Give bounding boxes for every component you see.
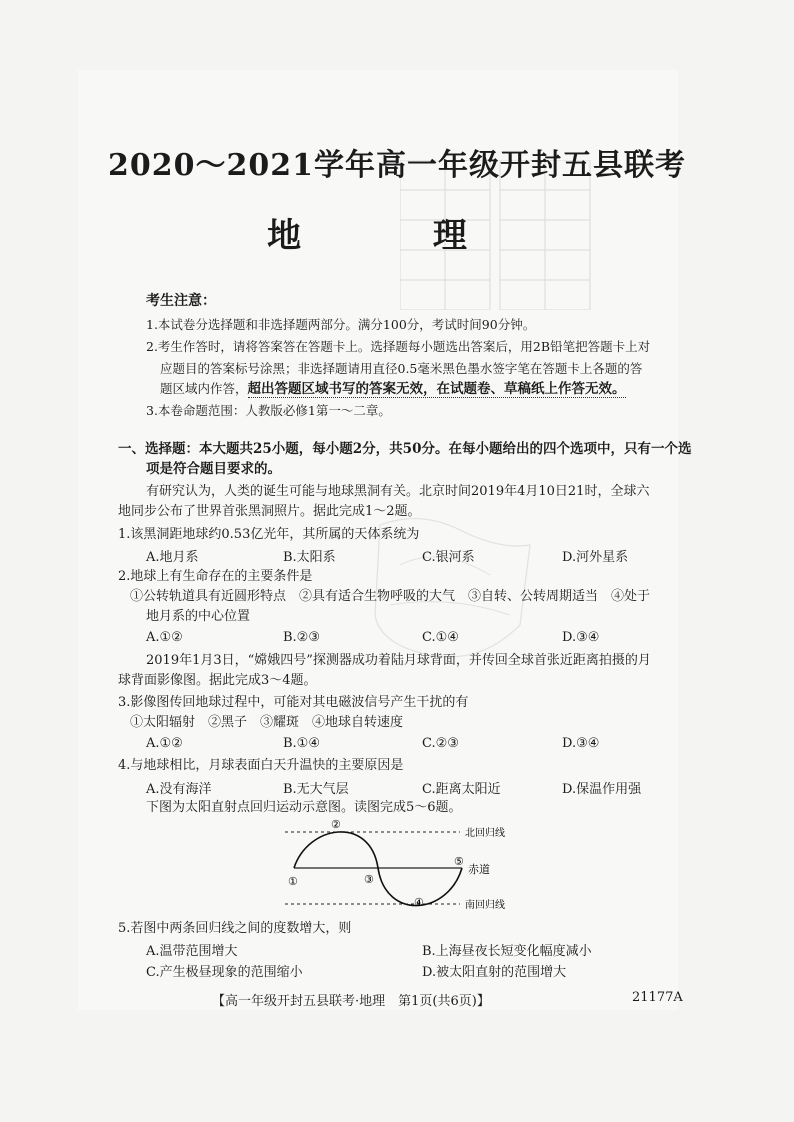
q2-option-c[interactable]: C.①④ [422, 630, 459, 645]
exam-title: 2020～2021学年高一年级开封五县联考 [108, 148, 686, 183]
q5-option-b[interactable]: B.上海昼夜长短变化幅度减小 [422, 944, 592, 959]
subject-title: 地 理 [267, 216, 527, 256]
q1-option-b[interactable]: B.太阳系 [283, 550, 336, 565]
notice-item-3: 3.本卷命题范围：人教版必修1第一～二章。 [146, 403, 391, 418]
q4-option-c[interactable]: C.距离太阳近 [422, 782, 501, 797]
q1-option-a[interactable]: A.地月系 [146, 550, 199, 565]
point-1-label: ① [288, 875, 298, 888]
passage1-line1: 有研究认为，人类的诞生可能与地球黑洞有关。北京时间2019年4月10日21时，全球六 [146, 484, 650, 499]
q1-stem: 1.该黑洞距地球约0.53亿光年，其所属的天体系统为 [118, 527, 420, 542]
q2-option-a[interactable]: A.①② [146, 630, 183, 645]
footer-page-info: 【高一年级开封五县联考·地理 第1页(共6页)】 [212, 994, 490, 1009]
section-heading-line2: 项是符合题目要求的。 [146, 461, 281, 477]
q3-option-b[interactable]: B.①④ [283, 736, 320, 751]
q5-option-c[interactable]: C.产生极昼现象的范围缩小 [146, 965, 303, 980]
q5-option-d[interactable]: D.被太阳直射的范围增大 [422, 965, 567, 980]
notice-item-1: 1.本试卷分选择题和非选择题两部分。满分100分，考试时间90分钟。 [146, 317, 536, 332]
q1-option-c[interactable]: C.银河系 [422, 550, 475, 565]
q5-option-a[interactable]: A.温带范围增大 [146, 944, 238, 959]
point-4-label: ④ [414, 896, 424, 909]
passage1-line2: 地同步公布了世界首张黑洞照片。据此完成1～2题。 [118, 504, 421, 519]
notice-item-2-end [160, 380, 626, 398]
q4-option-a[interactable]: A.没有海洋 [146, 782, 212, 797]
passage3-line1: 下图为太阳直射点回归运动示意图。读图完成5～6题。 [146, 800, 462, 815]
notice-item-2-tail: 题区域内作答， [160, 381, 248, 396]
notice-item-2-cont: 应题目的答案标号涂黑；非选择题请用直径0.5毫米黑色墨水签字笔在答题卡上各题的答 [160, 361, 643, 376]
q2-option-d[interactable]: D.③④ [562, 630, 600, 645]
footer-code: 21177A [632, 990, 683, 1005]
q2-statements-line1: ①公转轨道具有近圆形特点 ②具有适合生物呼吸的大气 ③自转、公转周期适当 ④处于 [130, 589, 651, 604]
equator-label: 赤道 [468, 863, 490, 876]
passage2-line1: 2019年1月3日，“嫦娥四号”探测器成功着陆月球背面，并传回全球首张近距离拍摄的月 [146, 653, 651, 668]
notice-warning: 超出答题区域书写的答案无效，在试题卷、草稿纸上作答无效。 [247, 381, 626, 397]
point-5-label: ⑤ [454, 855, 464, 868]
point-3-label: ③ [364, 873, 374, 886]
q3-stem: 3.影像图传回地球过程中，可能对其电磁波信号产生干扰的有 [118, 695, 469, 710]
q3-statements: ①太阳辐射 ②黑子 ③耀斑 ④地球自转速度 [130, 715, 404, 730]
point-2-label: ② [331, 818, 341, 831]
q3-option-d[interactable]: D.③④ [562, 736, 600, 751]
solar-declination-diagram [280, 815, 530, 915]
tropic-north-label: 北回归线 [465, 828, 505, 839]
q1-option-d[interactable]: D.河外星系 [562, 550, 629, 565]
q4-option-d[interactable]: D.保温作用强 [562, 782, 642, 797]
q3-option-a[interactable]: A.①② [146, 736, 183, 751]
tropic-south-label: 南回归线 [465, 900, 505, 911]
passage2-line2: 球背面影像图。据此完成3～4题。 [118, 673, 317, 688]
notice-item-2: 2.考生作答时，请将答案答在答题卡上。选择题每小题选出答案后，用2B铅笔把答题卡上对 [146, 339, 651, 354]
q2-statements-line2: 地月系的中心位置 [146, 609, 251, 624]
q2-option-b[interactable]: B.②③ [283, 630, 320, 645]
q2-stem: 2.地球上有生命存在的主要条件是 [118, 569, 313, 584]
q4-option-b[interactable]: B.无大气层 [283, 782, 349, 797]
notice-heading: 考生注意： [146, 293, 216, 309]
q3-option-c[interactable]: C.②③ [422, 736, 459, 751]
q4-stem: 4.与地球相比，月球表面白天升温快的主要原因是 [118, 758, 404, 773]
q5-stem: 5.若图中两条回归线之间的度数增大，则 [118, 921, 352, 936]
declination-curve [294, 832, 462, 906]
section-heading-line1: 一、选择题：本大题共25小题，每小题2分，共50分。在每小题给出的四个选项中，只有一个选 [118, 441, 692, 457]
